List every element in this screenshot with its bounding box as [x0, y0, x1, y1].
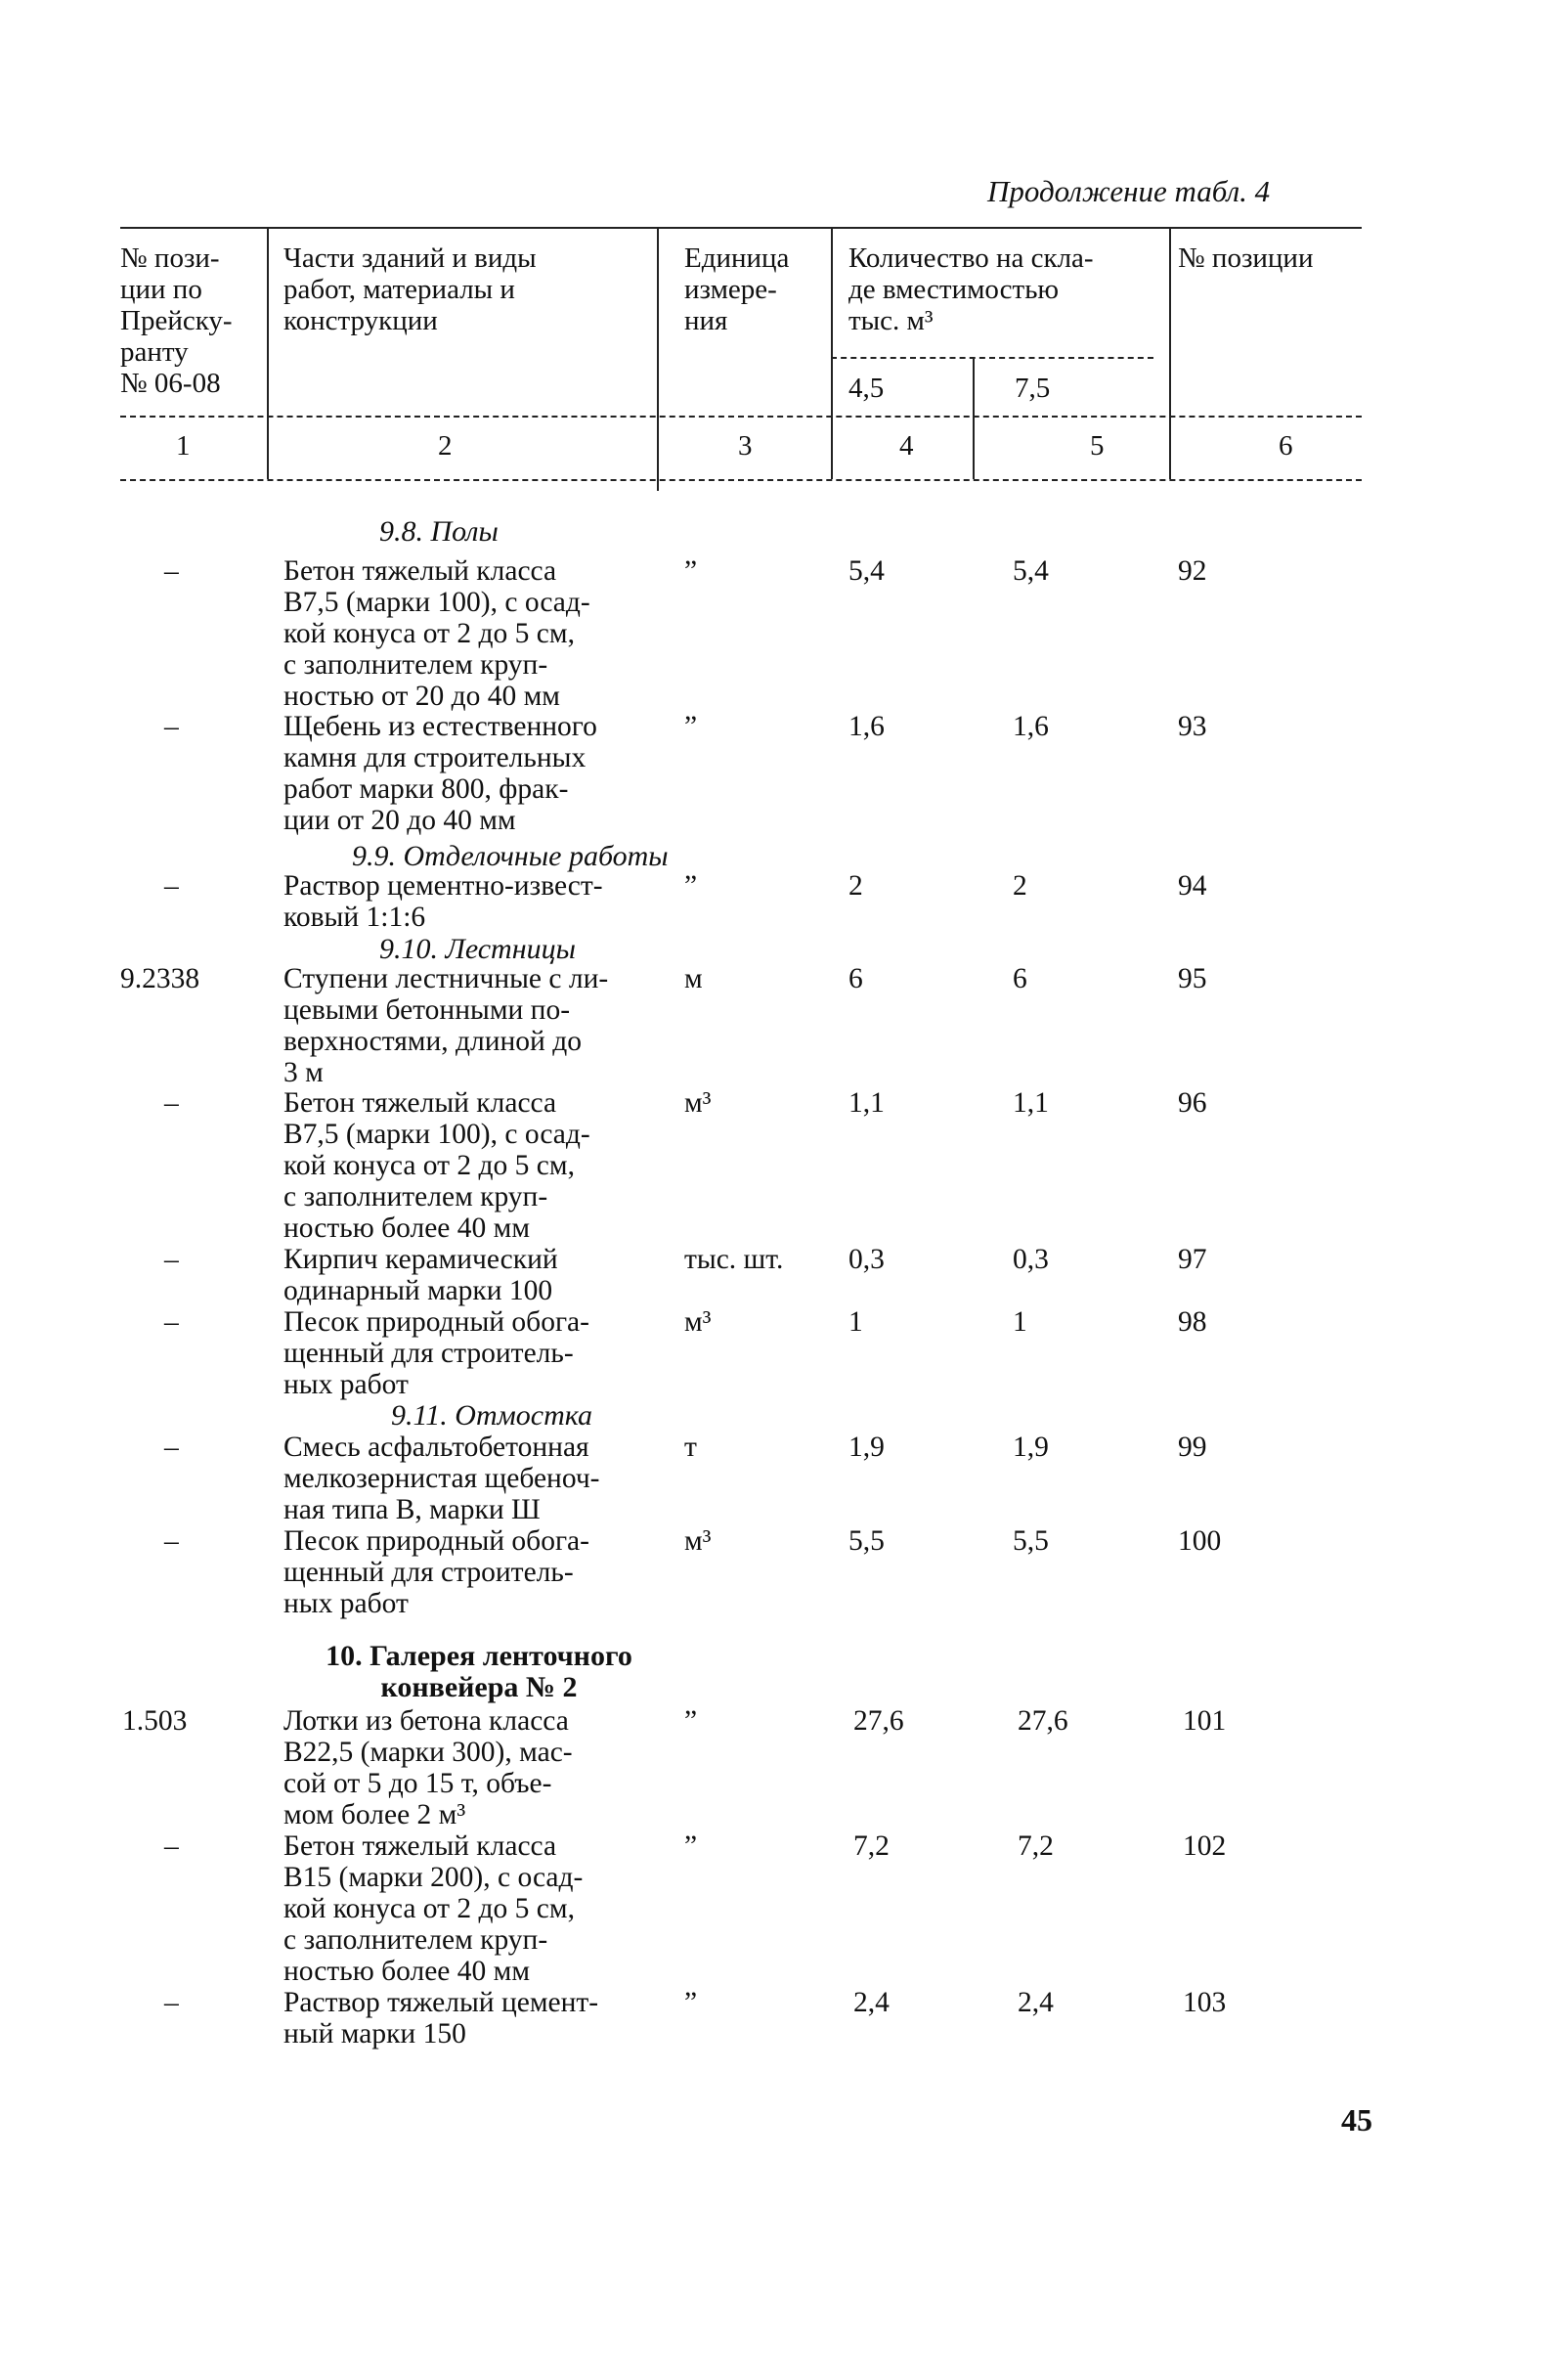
row-position: –	[164, 1087, 179, 1119]
row-qty-7-5: 7,2	[1018, 1830, 1054, 1862]
col-divider-2	[657, 227, 659, 491]
row-qty-7-5: 1	[1013, 1306, 1027, 1338]
row-unit: ”	[684, 870, 698, 902]
row-qty-4-5: 1,1	[848, 1087, 885, 1119]
header-col1: № пози- ции по Прейску- ранту № 06-08	[120, 242, 233, 399]
row-qty-7-5: 5,4	[1013, 555, 1049, 587]
table-top-rule	[120, 227, 1362, 229]
row-unit: м³	[684, 1525, 712, 1557]
row-number: 102	[1183, 1830, 1227, 1862]
header-col4-sub: 4,5	[848, 373, 885, 404]
row-qty-7-5: 0,3	[1013, 1244, 1049, 1275]
row-description: Ступени лестничные с ли- цевыми бетонными по- верхностями, длиной до 3 м	[283, 963, 609, 1088]
row-description: Песок природный обога- щенный для строитель- ных работ	[283, 1306, 589, 1400]
colnum-5: 5	[1090, 430, 1105, 462]
row-qty-4-5: 7,2	[853, 1830, 890, 1862]
row-description: Лотки из бетона класса В22,5 (марки 300), мас- сой от 5 до 15 т, объе- мом более 2 м³	[283, 1705, 573, 1830]
row-qty-7-5: 27,6	[1018, 1705, 1068, 1737]
row-description: Бетон тяжелый класса В7,5 (марки 100), с осад- кой конуса от 2 до 5 см, с заполнителем круп- ностью от 20 до 40 мм	[283, 555, 590, 712]
colnum-3: 3	[738, 430, 753, 462]
row-position: –	[164, 555, 179, 587]
row-number: 103	[1183, 1987, 1227, 2018]
table-caption: Продолжение табл. 4	[987, 174, 1271, 208]
row-qty-4-5: 2,4	[853, 1987, 890, 2018]
row-qty-7-5: 1,1	[1013, 1087, 1049, 1119]
colnum-6: 6	[1279, 430, 1293, 462]
header-bottom-rule	[120, 416, 1362, 418]
row-qty-4-5: 1	[848, 1306, 863, 1338]
row-position: –	[164, 1306, 179, 1338]
section-heading-10: 10. Галерея ленточного конвейера № 2	[326, 1640, 632, 1703]
section-heading-9-10: 9.10. Лестницы	[379, 933, 576, 965]
row-qty-7-5: 2,4	[1018, 1987, 1054, 2018]
row-position: –	[164, 870, 179, 902]
row-number: 97	[1178, 1244, 1207, 1275]
row-qty-4-5: 0,3	[848, 1244, 885, 1275]
row-number: 100	[1178, 1525, 1222, 1557]
row-unit: ”	[684, 711, 698, 742]
row-position: –	[164, 1525, 179, 1557]
row-position: –	[164, 1244, 179, 1275]
row-unit: м³	[684, 1087, 712, 1119]
header-col5-sub: 7,5	[1015, 373, 1051, 404]
row-position: 9.2338	[120, 963, 200, 994]
row-number: 94	[1178, 870, 1207, 902]
row-unit: м³	[684, 1306, 712, 1338]
col-divider-3	[831, 227, 833, 479]
row-qty-7-5: 1,6	[1013, 711, 1049, 742]
row-number: 95	[1178, 963, 1207, 994]
row-description: Кирпич керамический одинарный марки 100	[283, 1244, 558, 1306]
row-description: Бетон тяжелый класса В15 (марки 200), с осад- кой конуса от 2 до 5 см, с заполнителем круп- ностью более 40 мм	[283, 1830, 584, 1987]
header-col45: Количество на скла- де вместимостью тыс. м³	[848, 242, 1094, 336]
col-divider-4	[973, 357, 975, 479]
row-qty-4-5: 6	[848, 963, 863, 994]
page-number: 45	[1341, 2102, 1372, 2138]
header-col2: Части зданий и виды работ, материалы и конструкции	[283, 242, 537, 336]
row-number: 92	[1178, 555, 1207, 587]
row-position: –	[164, 1830, 179, 1862]
row-position: 1.503	[122, 1705, 188, 1737]
row-unit: ”	[684, 1705, 698, 1737]
row-position: –	[164, 1987, 179, 2018]
row-qty-4-5: 27,6	[853, 1705, 904, 1737]
section-heading-9-8: 9.8. Полы	[379, 515, 499, 548]
colnum-4: 4	[899, 430, 914, 462]
row-qty-4-5: 1,9	[848, 1432, 885, 1463]
section-heading-9-11: 9.11. Отмостка	[391, 1399, 593, 1432]
row-qty-4-5: 5,5	[848, 1525, 885, 1557]
row-qty-4-5: 1,6	[848, 711, 885, 742]
row-description: Раствор цементно-извест- ковый 1:1:6	[283, 870, 603, 933]
row-position: –	[164, 1432, 179, 1463]
subheader-rule	[831, 357, 1153, 359]
col-divider-5	[1169, 227, 1171, 479]
row-unit: т	[684, 1432, 697, 1463]
row-number: 101	[1183, 1705, 1227, 1737]
row-unit: тыс. шт.	[684, 1244, 784, 1275]
colnum-2: 2	[438, 430, 453, 462]
row-description: Песок природный обога- щенный для строитель- ных работ	[283, 1525, 589, 1619]
row-qty-7-5: 2	[1013, 870, 1027, 902]
row-description: Бетон тяжелый класса В7,5 (марки 100), с осад- кой конуса от 2 до 5 см, с заполнителем круп- ностью более 40 мм	[283, 1087, 590, 1244]
row-qty-7-5: 5,5	[1013, 1525, 1049, 1557]
row-description: Смесь асфальтобетонная мелкозернистая щебеноч- ная типа В, марки Ш	[283, 1432, 600, 1525]
row-qty-7-5: 1,9	[1013, 1432, 1049, 1463]
row-number: 99	[1178, 1432, 1207, 1463]
header-col3: Единица измере- ния	[684, 242, 790, 336]
row-qty-4-5: 5,4	[848, 555, 885, 587]
row-description: Щебень из естественного камня для строительных работ марки 800, фрак- ции от 20 до 40 мм	[283, 711, 597, 836]
row-unit: м	[684, 963, 703, 994]
colnum-1: 1	[176, 430, 191, 462]
row-unit: ”	[684, 555, 698, 587]
row-number: 98	[1178, 1306, 1207, 1338]
section-heading-9-9: 9.9. Отделочные работы	[352, 840, 669, 872]
row-unit: ”	[684, 1987, 698, 2018]
header-col6: № позиции	[1178, 242, 1314, 274]
row-unit: ”	[684, 1830, 698, 1862]
row-qty-7-5: 6	[1013, 963, 1027, 994]
row-description: Раствор тяжелый цемент- ный марки 150	[283, 1987, 599, 2049]
row-number: 96	[1178, 1087, 1207, 1119]
column-numbers-rule	[120, 479, 1362, 481]
row-qty-4-5: 2	[848, 870, 863, 902]
col-divider-1	[267, 227, 269, 479]
row-number: 93	[1178, 711, 1207, 742]
row-position: –	[164, 711, 179, 742]
